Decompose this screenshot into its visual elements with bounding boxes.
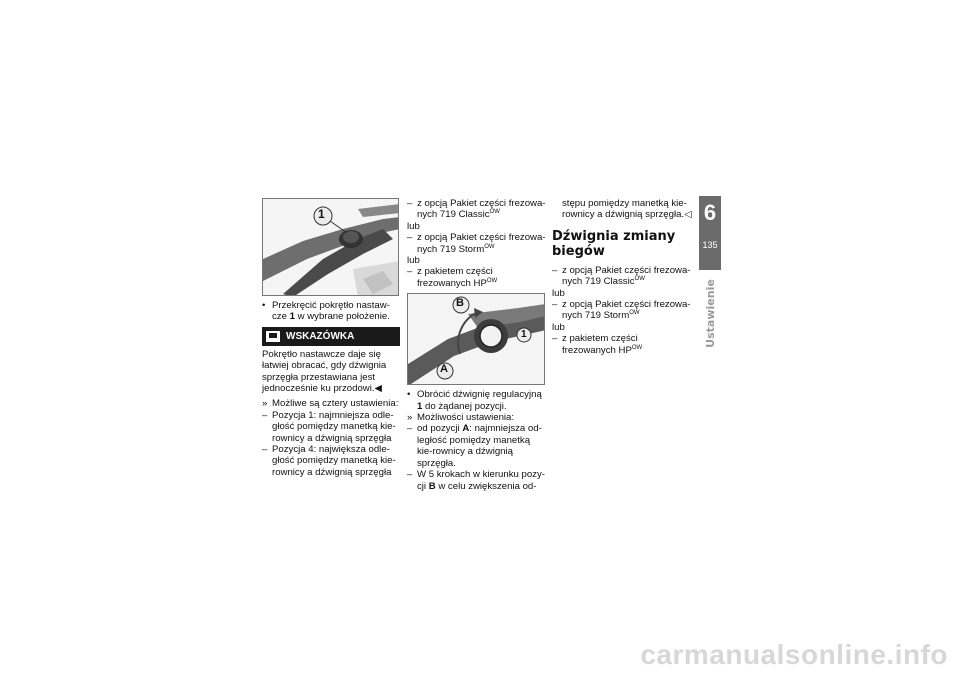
continuation-text [552, 198, 692, 221]
notice-title: WSKAZÓWKA [286, 330, 355, 342]
option-item [552, 333, 692, 356]
list-item-text: Pozycja 4: największa odle-głość pomiędzy manetką kie-rownicy a dźwignią sprzęgła [272, 444, 396, 478]
option-sup: OW [631, 344, 643, 351]
adjustment-lever-figure [407, 293, 545, 385]
bullet-mark: • [407, 389, 411, 401]
dash-mark: – [407, 198, 413, 209]
option-sup: OW [629, 310, 640, 317]
step-ref: 1 [417, 400, 423, 412]
step-text-end: w wybrane położenie. [294, 311, 390, 323]
result-mark: » [262, 398, 268, 410]
list-item-text: W 5 krokach w kierunku pozy-cji [417, 469, 545, 492]
bullet-mark: • [262, 300, 266, 311]
list-item-text-end: w celu zwiększenia od- [435, 480, 537, 492]
motorcycle-info-icon [266, 331, 280, 342]
option-text: z pakietem części frezowanych HP [417, 266, 493, 289]
or-text: lub [552, 287, 565, 299]
result-line [407, 412, 547, 423]
figure-callout-1: 1 [318, 207, 325, 221]
option-item [407, 198, 547, 221]
step-text: Obrócić dźwignię regulacyjną [417, 389, 542, 401]
instruction-step [407, 389, 547, 412]
list-item-text-end: : najmniejsza od-ległość pomiędzy manetką kie-rownicy a dźwignią sprzęgła. [417, 423, 542, 469]
watermark-text: carmanualsonline.info [640, 639, 948, 670]
continuation-body: stępu pomiędzy manetką kie-rownicy a dźwignią sprzęgła. [562, 198, 687, 221]
option-sup: OW [484, 243, 495, 250]
chapter-number: 6 [703, 200, 717, 225]
result-text: Możliwości ustawienia: [417, 412, 515, 424]
position-ref-a: A [462, 423, 470, 435]
step-text: Przekręcić pokrętło nastaw-cze [272, 300, 390, 323]
dash-mark: – [407, 469, 413, 481]
column-left [262, 198, 400, 478]
option-sup: OW [489, 209, 500, 216]
page-number: 135 [702, 240, 718, 250]
column-right [552, 198, 692, 356]
option-text: z pakietem części frezowanych HP [562, 333, 638, 356]
list-item [407, 423, 547, 469]
dash-mark: – [262, 444, 268, 456]
figure-callout-1: 1 [521, 329, 527, 341]
or-text: lub [407, 220, 420, 232]
chapter-title: Ustawienie [703, 278, 717, 348]
notice-banner [262, 327, 400, 346]
dash-mark: – [262, 409, 268, 421]
option-text: z opcją Pakiet części frezowa-nych 719 Storm [417, 232, 546, 255]
step-text-end: do żądanej pozycji. [422, 400, 507, 412]
option-sup: OW [634, 276, 645, 283]
result-text: Możliwe są cztery ustawienia: [272, 398, 399, 410]
clutch-adjuster-illustration [263, 199, 399, 296]
option-sup: OW [486, 277, 498, 284]
dash-mark: – [407, 266, 413, 278]
dash-mark: – [552, 333, 558, 345]
list-item [262, 444, 400, 478]
notice-text [262, 349, 400, 395]
option-item [407, 266, 547, 289]
step-ref: 1 [289, 311, 295, 323]
clutch-adjuster-figure [262, 198, 399, 296]
list-item-text: od pozycji [417, 423, 463, 435]
dash-mark: – [552, 264, 558, 276]
option-item [407, 232, 547, 255]
figure-callout-a: A [440, 363, 448, 376]
chapter-side-label [699, 278, 721, 348]
dash-mark: – [407, 423, 413, 435]
dash-mark: – [407, 232, 413, 244]
option-item [552, 265, 692, 288]
list-item [407, 469, 547, 492]
column-middle [407, 198, 547, 492]
notice-body: Pokrętło nastawcze daje się łatwiej obracać, gdy dźwignia sprzęgła przestawiana jest jednocześnie ku przodowi. [262, 348, 387, 395]
instruction-step [262, 300, 400, 323]
or-text: lub [407, 255, 420, 267]
or-text: lub [552, 321, 565, 333]
chapter-tab [699, 196, 721, 270]
option-text: z opcją Pakiet części frezowa-nych 719 Classic [417, 198, 546, 221]
end-mark-icon: ◁ [684, 209, 692, 221]
option-text: z opcją Pakiet części frezowa-nych 719 Classic [562, 264, 691, 288]
option-text: z opcją Pakiet części frezowa-nych 719 Storm [562, 299, 691, 322]
list-item [262, 410, 400, 444]
end-mark-icon: ◀ [374, 383, 382, 395]
position-ref-b: B [428, 480, 436, 492]
section-heading: Dźwignia zmiany biegów [552, 228, 676, 259]
list-item-text: Pozycja 1: najmniejsza odle-głość pomiędzy manetką kie-rownicy a dźwignią sprzęgła [272, 409, 396, 444]
result-line [262, 398, 400, 409]
dash-mark: – [552, 299, 558, 311]
option-item [552, 299, 692, 322]
result-mark: » [407, 412, 413, 424]
figure-callout-b: B [456, 297, 464, 310]
